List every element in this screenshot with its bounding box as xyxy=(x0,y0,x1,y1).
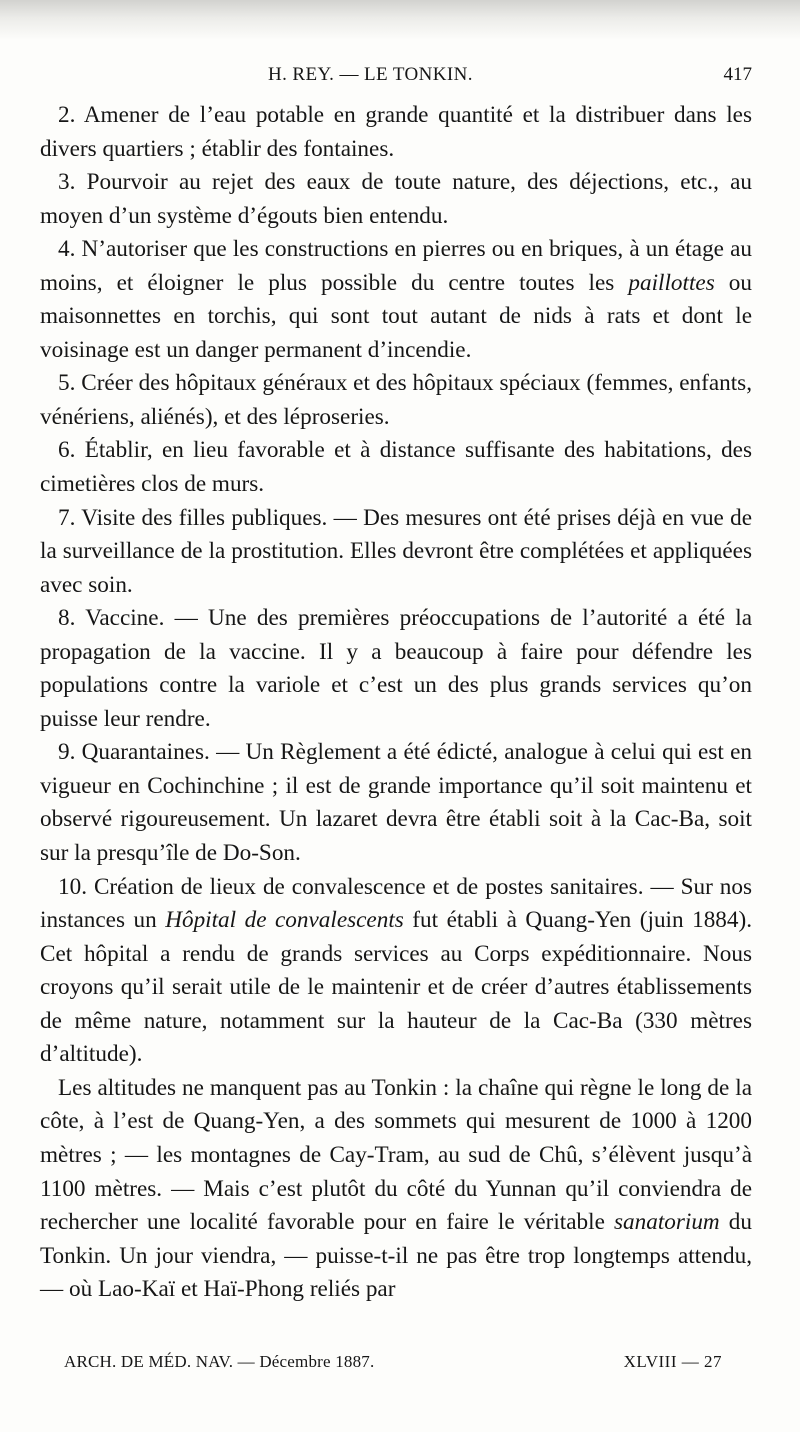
paragraph-altitudes xyxy=(40,1072,752,1307)
paragraph-item-2: 2. Amener de l’eau potable en grande quantité et la distribuer dans les divers quartiers ; établir des fontaines. xyxy=(40,102,752,162)
paragraph-item-7: 7. Visite des filles publiques. — Des mesures ont été prises déjà en vue de la surveillance de la prostitution. Elles devront être complétées et appliquées avec soin. xyxy=(40,504,752,598)
paragraph-item-3: 3. Pourvoir au rejet des eaux de toute nature, des déjections, etc., au moyen d’un système d’égouts bien entendu. xyxy=(40,169,752,229)
paragraph-item-8: 8. Vaccine. — Une des premières préoccupations de l’autorité a été la propagation de la vaccine. Il y a beaucoup à faire pour défendre les populations contre la variole et c’est un des plus grands services qu’on puisse leur rendre. xyxy=(40,605,752,732)
paragraph-text: Les altitudes ne manquent pas au Tonkin : la chaîne qui règne le long de la côte, à l’est de Quang-Yen, a des sommets qui mesurent de 1000 à 1200 mètres ; — les montagnes de Cay-Tram, au sud de Chû, s’élèvent jusqu’à 1100 mètres. — Mais c’est plutôt du côté du Yunnan qu’il conviendra de rechercher une localité favorable pour en faire le véritable xyxy=(40,1074,752,1236)
paragraph-item-6: 6. Établir, en lieu favorable et à distance suffisante des habitations, des cimetières clos de murs. xyxy=(40,437,752,498)
paragraph-text: 10. Création de lieux de convalescence et de postes sanitaires. — Sur nos instances un xyxy=(40,873,752,934)
journal-reference: ARCH. DE MÉD. NAV. — Décembre 1887. xyxy=(64,1352,375,1371)
signature-mark: XLVIII — 27 xyxy=(623,1352,722,1371)
running-head: H. REY. — LE TONKIN. xyxy=(268,64,473,85)
paragraph-text: du Tonkin. Un jour viendra, — puisse-t-il ne pas être trop longtemps attendu, — où Lao-Kaï et Haï-Phong reliés par xyxy=(40,1209,752,1303)
paragraph-item-9: 9. Quarantaines. — Un Règlement a été édicté, analogue à celui qui est en vigueur en Cochinchine ; il est de grande importance qu’il soit maintenu et observé rigoureusement. Un lazaret devra être établi soit à la Cac-Ba, soit sur la presqu’île de Do-Son. xyxy=(40,739,752,867)
page-header xyxy=(40,64,752,90)
paragraph-item-4 xyxy=(40,233,752,367)
page-number: 417 xyxy=(723,64,752,85)
paragraph-item-10 xyxy=(40,871,752,1072)
paragraph-text: ou maisonnettes en torchis, qui sont tout autant de nids à rats et dont le voisinage est un danger permanent d’incendie. xyxy=(40,269,752,363)
italic-term: paillottes xyxy=(628,269,715,296)
page-footer xyxy=(40,1352,752,1378)
italic-term: Hôpital de convalescents xyxy=(165,907,404,934)
body-text xyxy=(40,99,752,1307)
paragraph-text: 4. N’autoriser que les constructions en pierres ou en briques, à un étage au moins, et éloigner le plus possible du centre toutes les xyxy=(40,236,752,296)
scan-edge-shadow xyxy=(0,0,800,40)
italic-term: sanatorium xyxy=(614,1209,720,1236)
paragraph-item-5: 5. Créer des hôpitaux généraux et des hôpitaux spéciaux (femmes, enfants, vénériens, aliénés), et des léproseries. xyxy=(40,370,752,430)
paragraph-text: fut établi à Quang-Yen (juin 1884). Cet hôpital a rendu de grands services au Corps expéditionnaire. Nous croyons qu’il serait utile de le maintenir et de créer d’autres établissements de même nature, notamment sur la hauteur de la Cac-Ba (330 mètres d’altitude). xyxy=(40,907,752,1068)
